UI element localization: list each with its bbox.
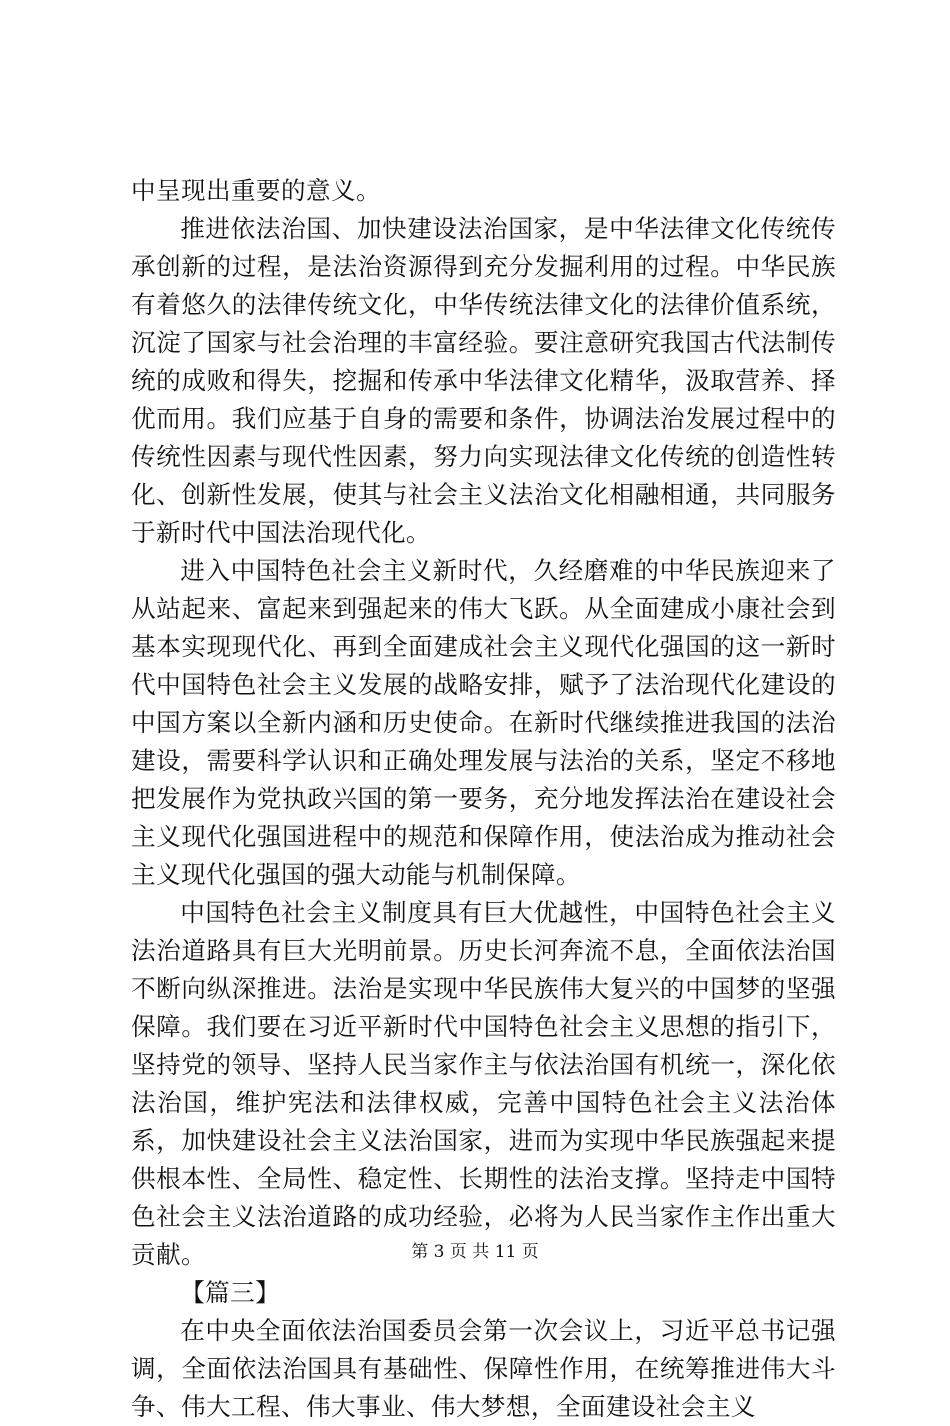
paragraph-committee-meeting: 在中央全面依法治国委员会第一次会议上，习近平总书记强调，全面依法治国具有基础性、保障性作用，在统筹推进伟大斗争、伟大工程、伟大事业、伟大梦想，全面建设社会主义 [131, 1316, 836, 1421]
document-body [131, 172, 836, 1426]
section-heading-part-three: 【篇三】 [180, 1278, 281, 1307]
paragraph-legal-tradition: 推进依法治国、加快建设法治国家，是中华法律文化传统传承创新的过程，是法治资源得到充分发掘利用的过程。中华民族有着悠久的法律传统文化，中华传统法律文化的法律价值系统，沉淀了国家与社会治理的丰富经验。要注意研究我国古代法制传统的成败和得失，挖掘和传承中华法律文化精华，汲取营养、择优而用。我们应基于自身的需要和条件，协调法治发展过程中的传统性因素与现代性因素，努力向实现法律文化传统的创造性转化、创新性发展，使其与社会主义法治文化相融相通，共同服务于新时代中国法治现代化。 [131, 214, 836, 547]
paragraph-new-era: 进入中国特色社会主义新时代，久经磨难的中华民族迎来了从站起来、富起来到强起来的伟大飞跃。从全面建成小康社会到基本实现现代化、再到全面建成社会主义现代化强国的这一新时代中国特色社会主义发展的战略安排，赋予了法治现代化建设的中国方案以全新内涵和历史使命。在新时代继续推进我国的法治建设，需要科学认识和正确处理发展与法治的关系，坚定不移地把发展作为党执政兴国的第一要务，充分地发挥法治在建设社会主义现代化强国进程中的规范和保障作用，使法治成为推动社会主义现代化强国的强大动能与机制保障。 [131, 556, 836, 889]
paragraph-continuation: 中呈现出重要的意义。 [131, 176, 381, 205]
page-number-footer: 第 3 页 共 11 页 [411, 1242, 539, 1262]
paragraph-socialist-system: 中国特色社会主义制度具有巨大优越性，中国特色社会主义法治道路具有巨大光明前景。历史长河奔流不息，全面依法治国不断向纵深推进。法治是实现中华民族伟大复兴的中国梦的坚强保障。我们要在习近平新时代中国特色社会主义思想的指引下，坚持党的领导、坚持人民当家作主与依法治国有机统一，深化依法治国，维护宪法和法律权威，完善中国特色社会主义法治体系，加快建设社会主义法治国家，进而为实现中华民族强起来提供根本性、全局性、稳定性、长期性的法治支撑。坚持走中国特色社会主义法治道路的成功经验，必将为人民当家作主作出重大贡献。 [131, 898, 836, 1269]
